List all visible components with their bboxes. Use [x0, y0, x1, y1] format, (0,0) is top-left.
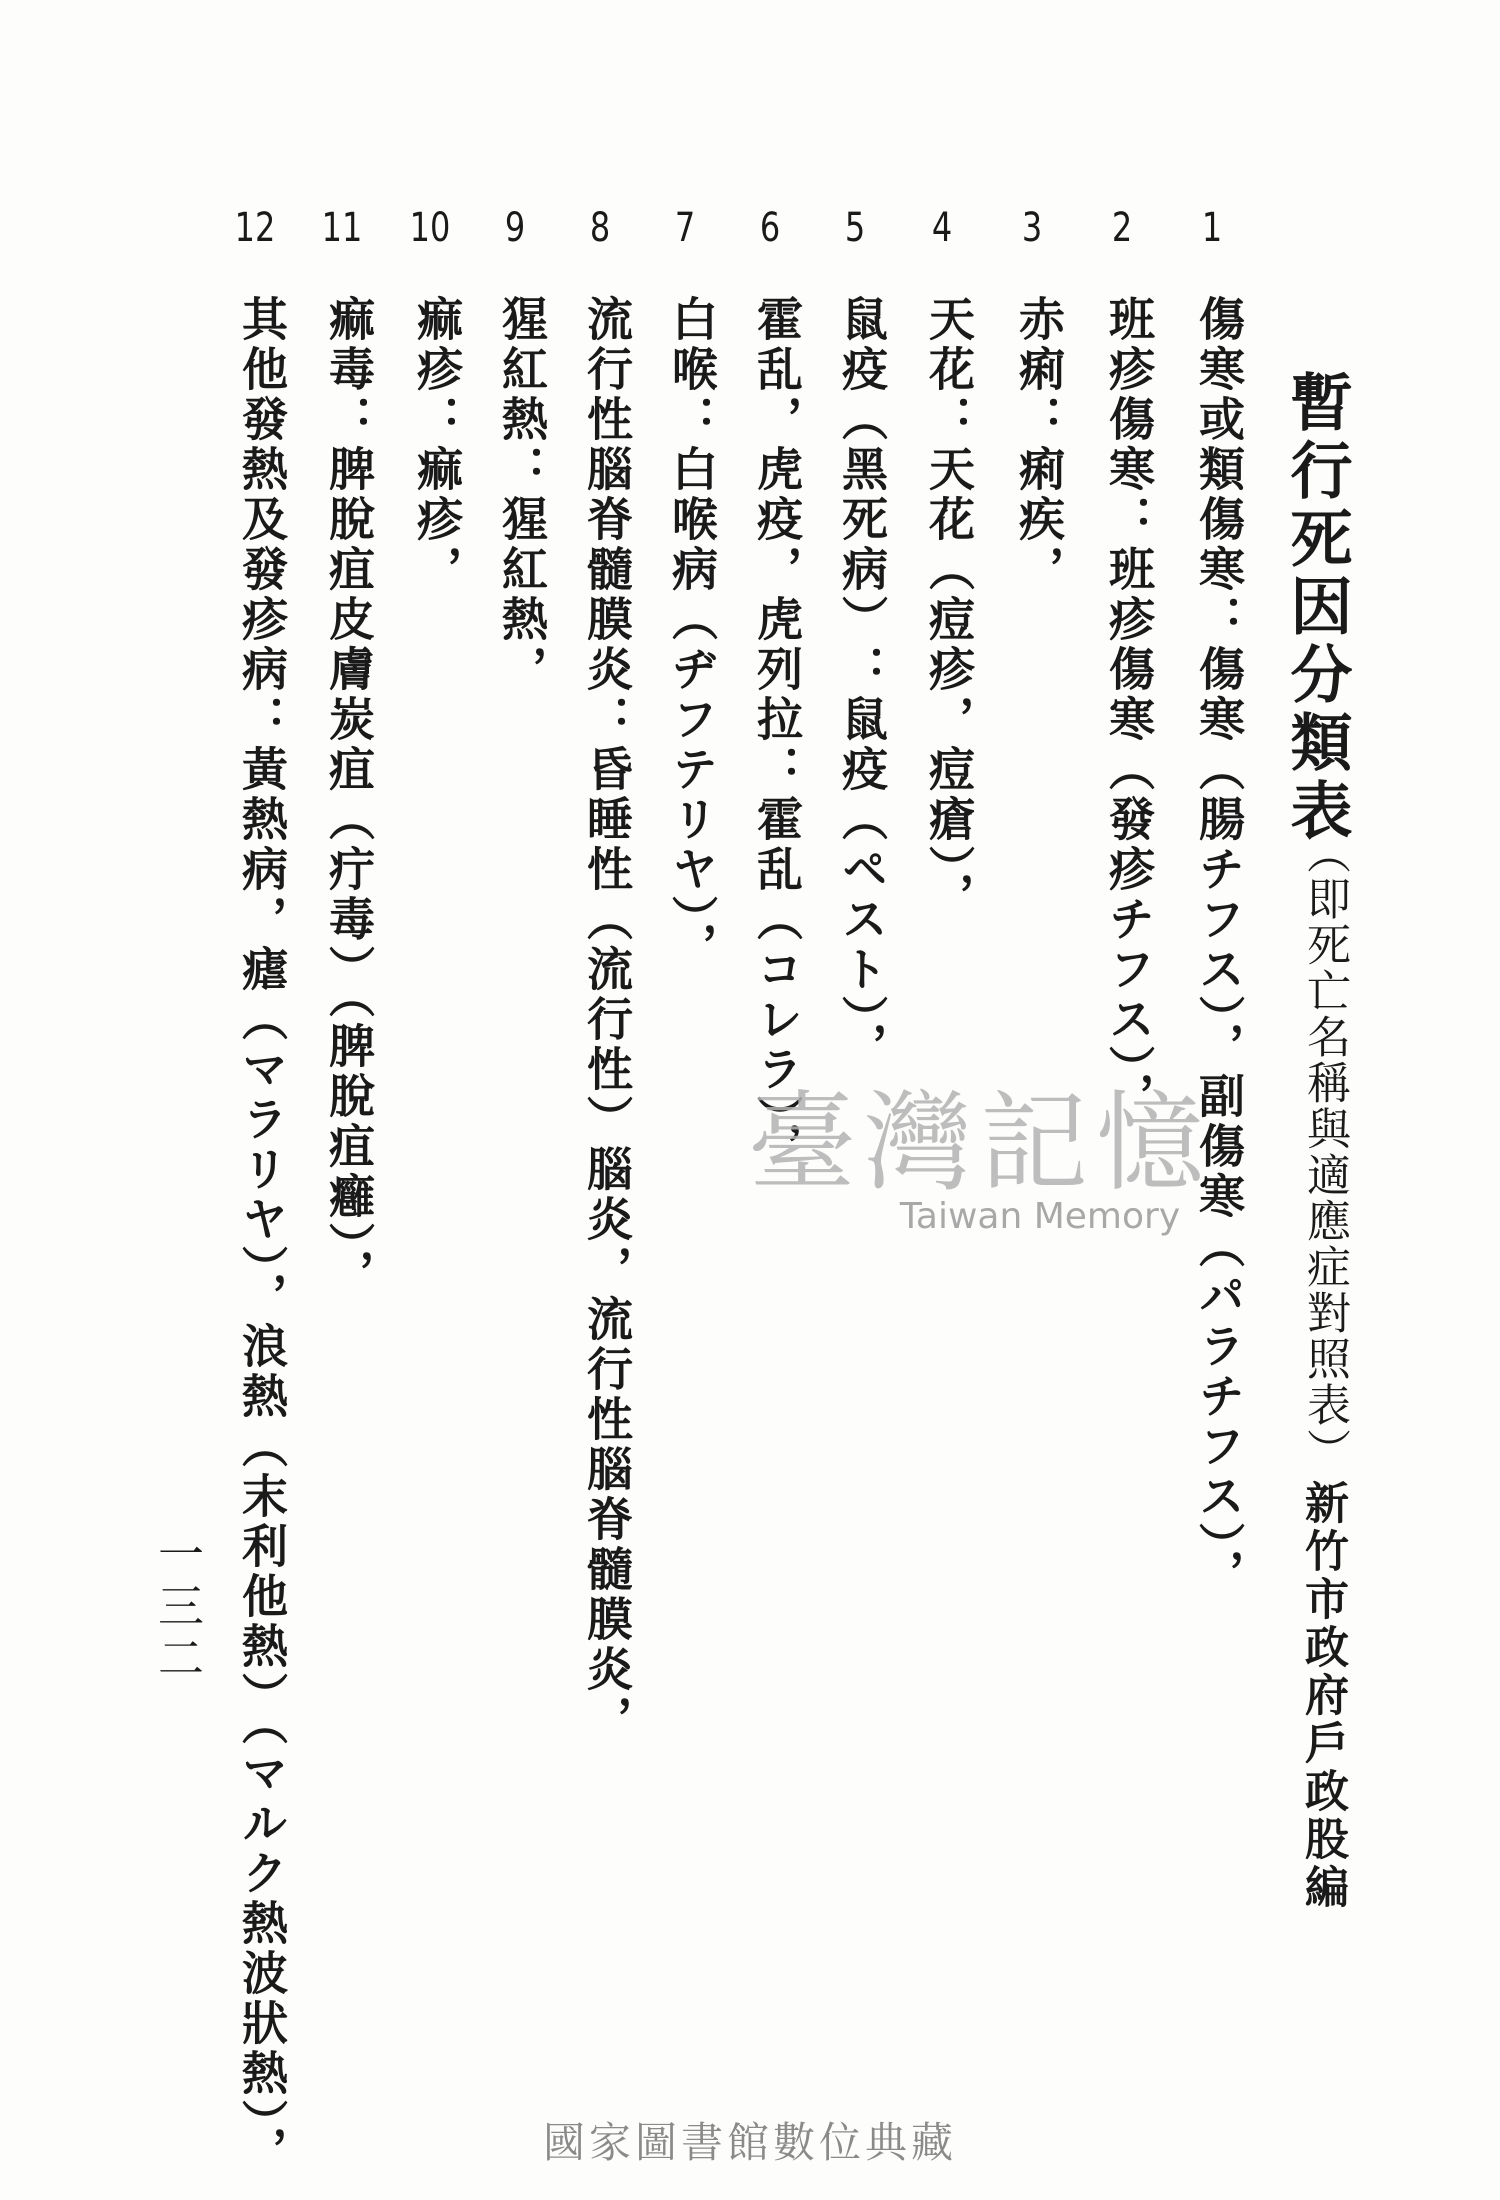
entry-number: 7: [674, 205, 696, 251]
entry-number: 8: [589, 205, 611, 251]
entry-text: 猩紅熱：猩紅熱，: [495, 295, 549, 695]
entry-number: 10: [409, 205, 451, 251]
document-subtitle: （即死亡名稱與適應症對照表）: [1299, 830, 1350, 1474]
footer-collection-label: 國家圖書館數位典藏: [542, 2118, 957, 2167]
entry-number: 6: [759, 205, 781, 251]
entry-number: 3: [1021, 205, 1043, 251]
watermark-english: Taiwan Memory: [899, 1195, 1181, 1237]
entry-text: 痲疹：痲疹，: [410, 295, 464, 595]
entry-text: 痲毒：脾脫疽皮膚炭疽（疔毒）（脾脫疽癰），: [322, 295, 376, 1299]
entry-text: 赤痢：痢疾，: [1012, 295, 1066, 595]
document-title: 暫行死因分類表: [1280, 370, 1353, 846]
entry-text: 班疹傷寒：班疹傷寒（發疹チフス），: [1102, 295, 1156, 1122]
entry-text: 鼠疫（黑死病）：鼠疫（ペスト），: [835, 295, 889, 1072]
watermark-chinese: 臺灣記憶: [747, 1081, 1212, 1206]
watermark: [730, 1081, 1230, 1237]
document-editor: 新竹市政府戶政股編: [1297, 1480, 1348, 1912]
entry-number: 12: [234, 205, 276, 251]
entry-number: 5: [844, 205, 866, 251]
entry-text: 霍乱，虎疫，虎列拉：霍乱（コレラ），: [750, 295, 804, 1172]
entry-number: 2: [1111, 205, 1133, 251]
entry-text: 傷寒或類傷寒：傷寒（腸チフス），副傷寒（パラチフス），: [1192, 295, 1246, 1599]
entry-text: 其他發熱及發疹病：黃熱病，瘧（マラリヤ），浪熱（末利他熱）（マルク熱波狀熱），: [235, 295, 289, 2176]
entry-text: 流行性腦脊髓膜炎：昏睡性（流行性）腦炎，流行性腦脊髓膜炎，: [580, 295, 634, 1745]
entry-number: 11: [321, 205, 363, 251]
entry-text: 天花：天花（痘疹，痘瘡），: [922, 295, 976, 922]
entry-number: 9: [504, 205, 526, 251]
entry-number: 1: [1201, 205, 1223, 251]
entry-text: 白喉：白喉病（ヂフテリヤ），: [665, 295, 719, 972]
page-number: 一三二: [151, 1530, 205, 1686]
entry-number: 4: [931, 205, 953, 251]
